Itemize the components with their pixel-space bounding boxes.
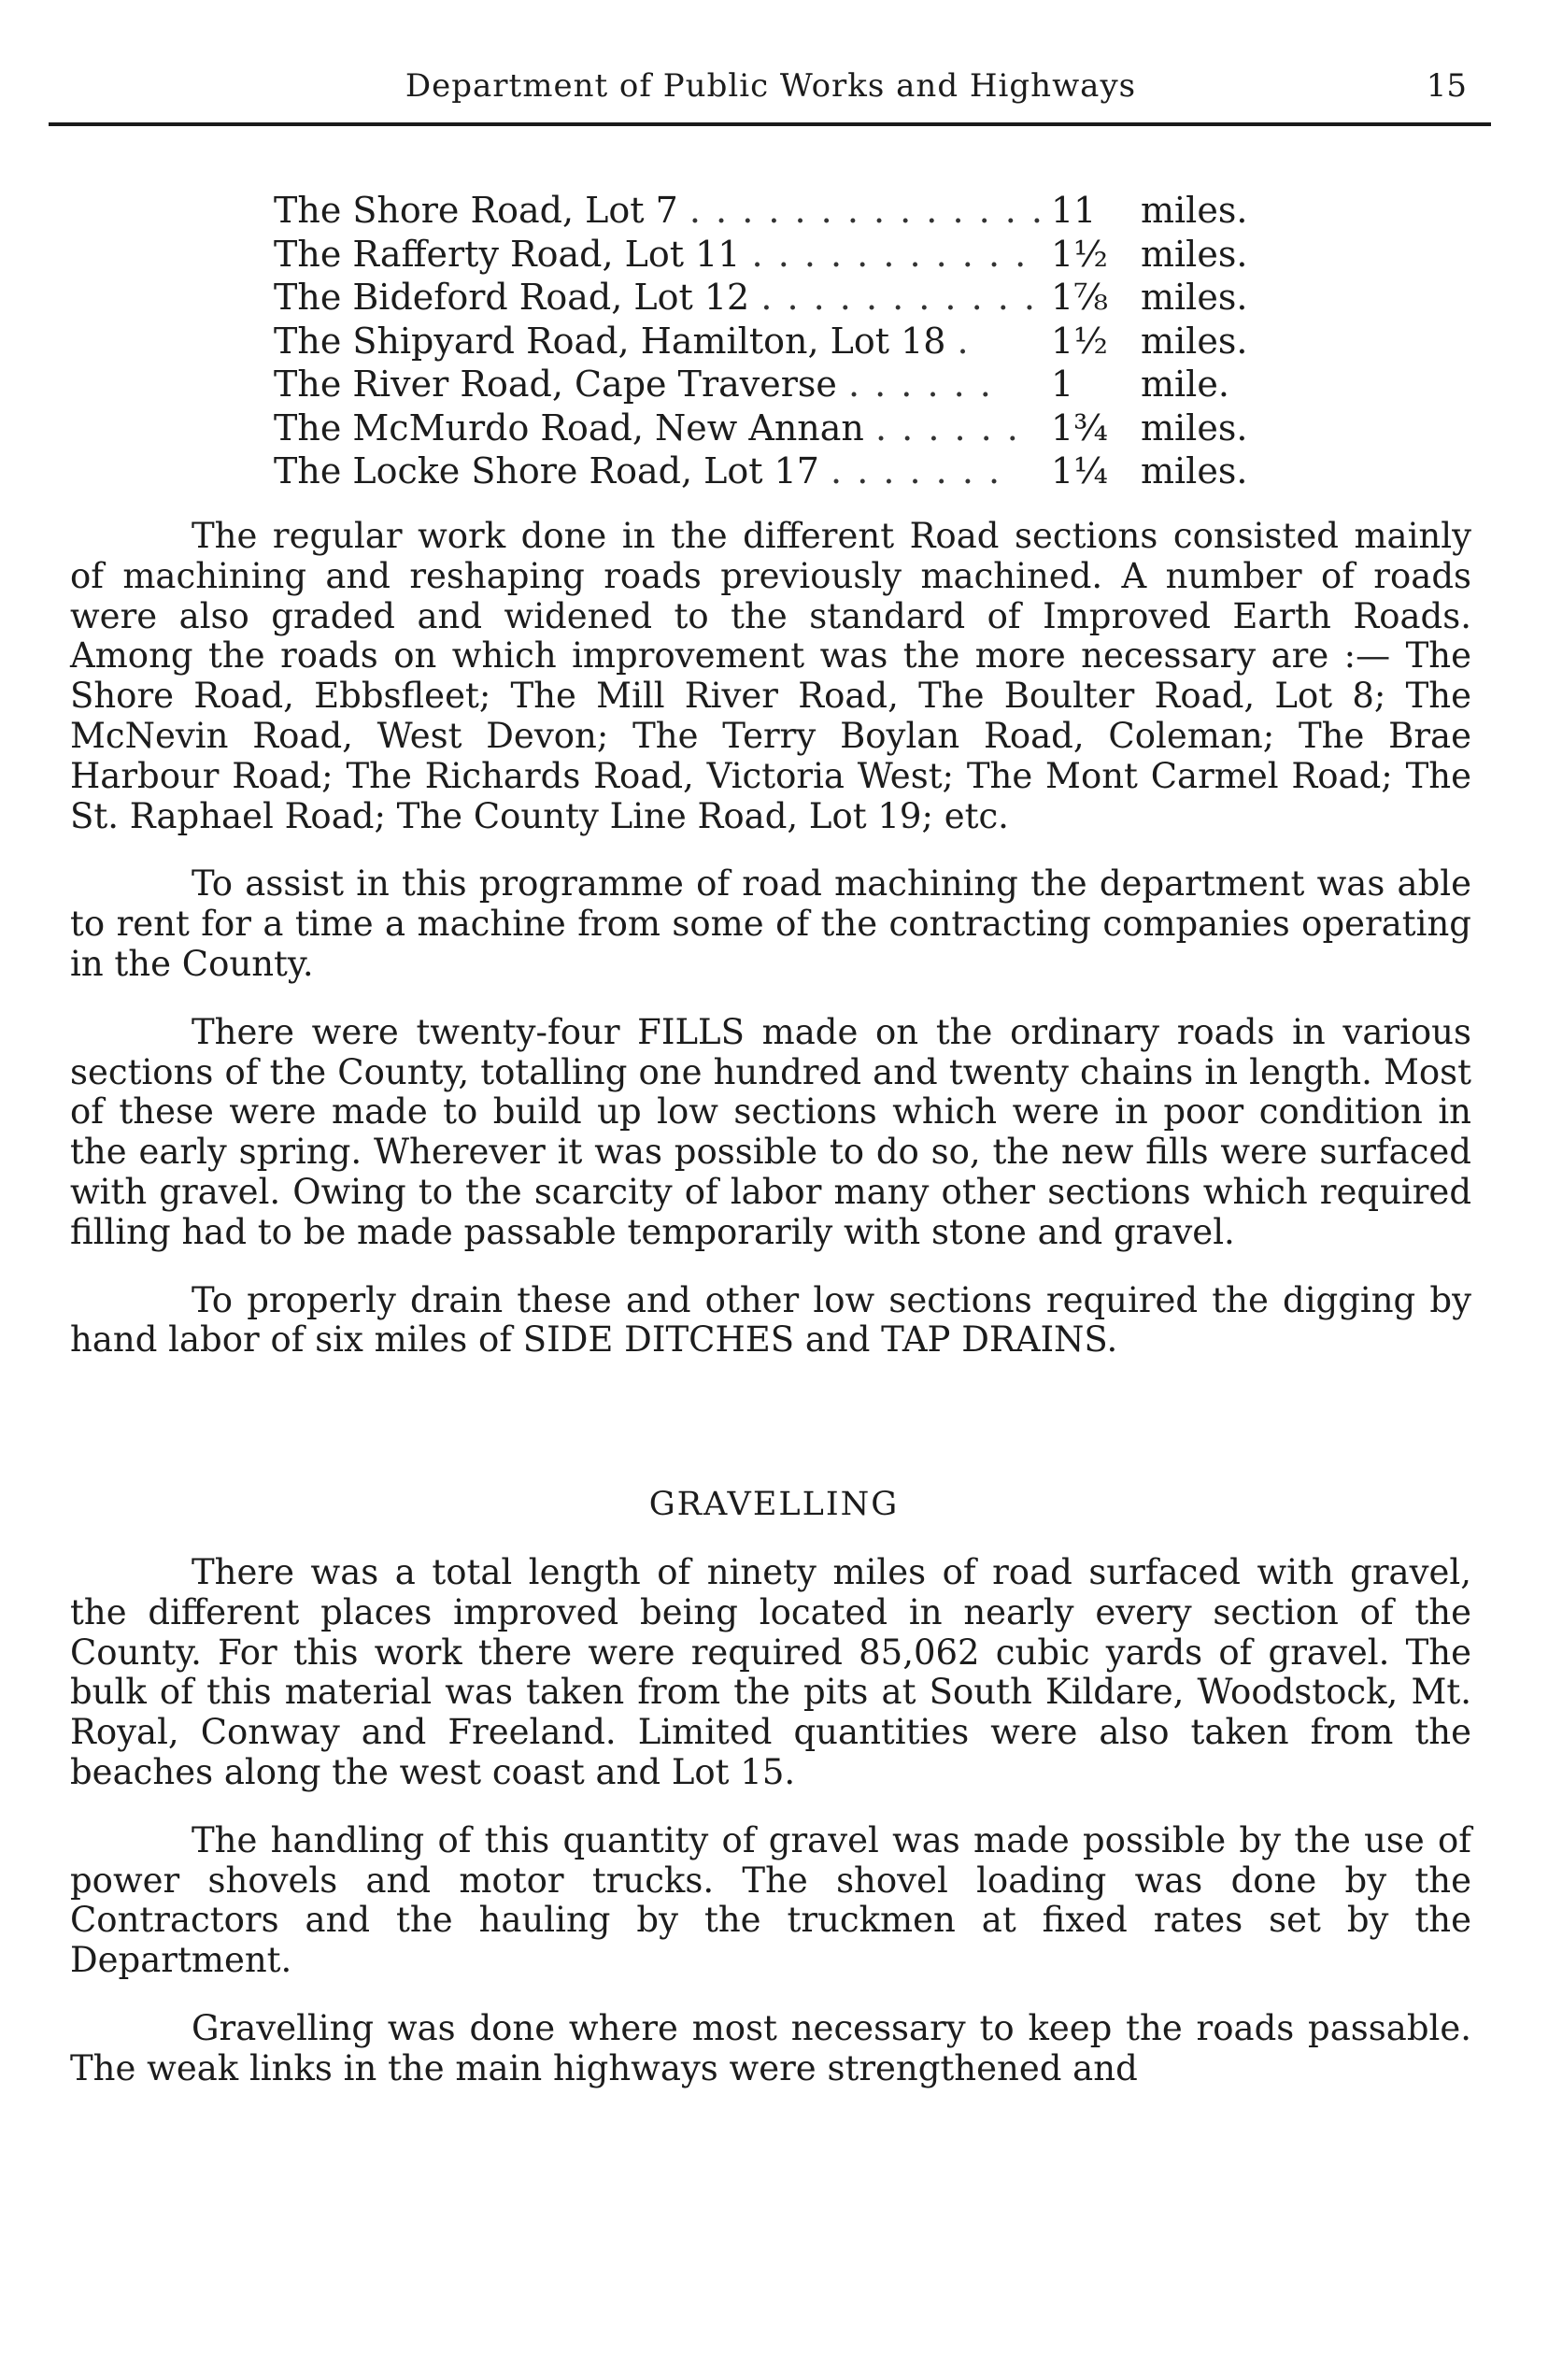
leader-dots: . . . . . .: [875, 406, 1020, 449]
body-text-upper: [70, 517, 1471, 1361]
road-list-item: [274, 233, 1348, 277]
page-header: [56, 67, 1485, 114]
road-list-item: [274, 406, 1348, 450]
road-list-item: [274, 449, 1348, 493]
leader-dots: .: [957, 320, 971, 362]
header-rule: [49, 122, 1491, 126]
road-unit: mile.: [1141, 363, 1229, 405]
road-length: 1¾: [1051, 406, 1109, 449]
page-number: 15: [1426, 67, 1467, 105]
road-name: The River Road, Cape Traverse: [274, 363, 837, 405]
road-unit: miles.: [1141, 233, 1248, 275]
road-list-item: [274, 320, 1348, 363]
leader-dots: . . . . . . . . . . .: [760, 277, 1037, 318]
road-list-item: [274, 276, 1348, 320]
body-paragraph: To properly drain these and other low sections required the digging by hand labor of six miles of SIDE DITCHES and TAP DRAINS.: [70, 1279, 1471, 1361]
body-text-lower: [70, 1553, 1471, 2089]
road-list-item: [274, 189, 1348, 233]
road-list: [274, 189, 1348, 493]
road-name: The Rafferty Road, Lot 11: [274, 233, 741, 275]
leader-dots: . . . . . . .: [831, 450, 1002, 492]
road-length: 11: [1051, 190, 1097, 231]
leader-dots: . . . . . . . . . . .: [751, 233, 1029, 275]
road-length: 1½: [1051, 320, 1109, 362]
body-paragraph: To assist in this programme of road machining the department was able to rent for a time a machine from some of the contracting companies operating in the County.: [70, 863, 1471, 984]
road-name: The Shipyard Road, Hamilton, Lot 18: [274, 320, 946, 362]
road-length: 1½: [1051, 233, 1109, 275]
road-length: 1⅞: [1051, 277, 1109, 318]
running-title: Department of Public Works and Highways: [405, 67, 1137, 105]
road-unit: miles.: [1141, 320, 1248, 362]
road-unit: miles.: [1141, 406, 1248, 449]
road-name: The Bideford Road, Lot 12: [274, 277, 750, 318]
road-name: The McMurdo Road, New Annan: [274, 406, 864, 449]
body-paragraph: The regular work done in the different Road sections consisted mainly of machining and reshaping roads previously machined. A number of roads were also graded and widened to the standard of Improved Earth Roads. Among the roads on which improvement was the more necessary are :— The Shore Road, Ebbsfleet; The Mill River Road, The Boulter Road, Lot 8; The McNevin Road, West Devon; The Terry Boylan Road, Coleman; The Brae Harbour Road; The Richards Road, Victoria West; The Mont Carmel Road; The St. Raphael Road; The County Line Road, Lot 19; etc.: [70, 516, 1471, 836]
body-paragraph: The handling of this quantity of gravel was made possible by the use of power shovels and motor trucks. The shovel loading was done by the Contractors and the hauling by the truckmen at fixed rates set by the Department.: [70, 1819, 1471, 1981]
body-paragraph: There was a total length of ninety miles of road surfaced with gravel, the different places improved being located in nearly every section of the County. For this work there were required 85,062 cubic yards of gravel. The bulk of this material was taken from the pits at South Kildare, Woodstock, Mt. Royal, Conway and Freeland. Limited quantities were also taken from the beaches along the west coast and Lot 15.: [70, 1552, 1471, 1792]
road-unit: miles.: [1141, 450, 1248, 492]
body-paragraph: There were twenty-four FILLS made on the ordinary roads in various sections of the County, totalling one hundred and twenty chains in length. Most of these were made to build up low sections which were in poor condition in the early spring. Wherever it was possible to do so, the new fills were surfaced with gravel. Owing to the scarcity of labor many other sections which required filling had to be made passable temporarily with stone and gravel.: [70, 1011, 1471, 1252]
road-name: The Shore Road, Lot 7: [274, 190, 678, 231]
road-length: 1: [1051, 363, 1074, 405]
road-unit: miles.: [1141, 277, 1248, 318]
section-heading: GRAVELLING: [648, 1486, 900, 1523]
body-paragraph: Gravelling was done where most necessary to keep the roads passable. The weak links in the main highways were strengthened and: [70, 2007, 1471, 2088]
road-name: The Locke Shore Road, Lot 17: [274, 450, 819, 492]
road-unit: miles.: [1141, 190, 1248, 231]
road-length: 1¼: [1051, 450, 1109, 492]
leader-dots: . . . . . .: [847, 363, 993, 405]
road-list-item: [274, 363, 1348, 406]
leader-dots: . . . . . . . . . . . . . .: [689, 190, 1045, 231]
